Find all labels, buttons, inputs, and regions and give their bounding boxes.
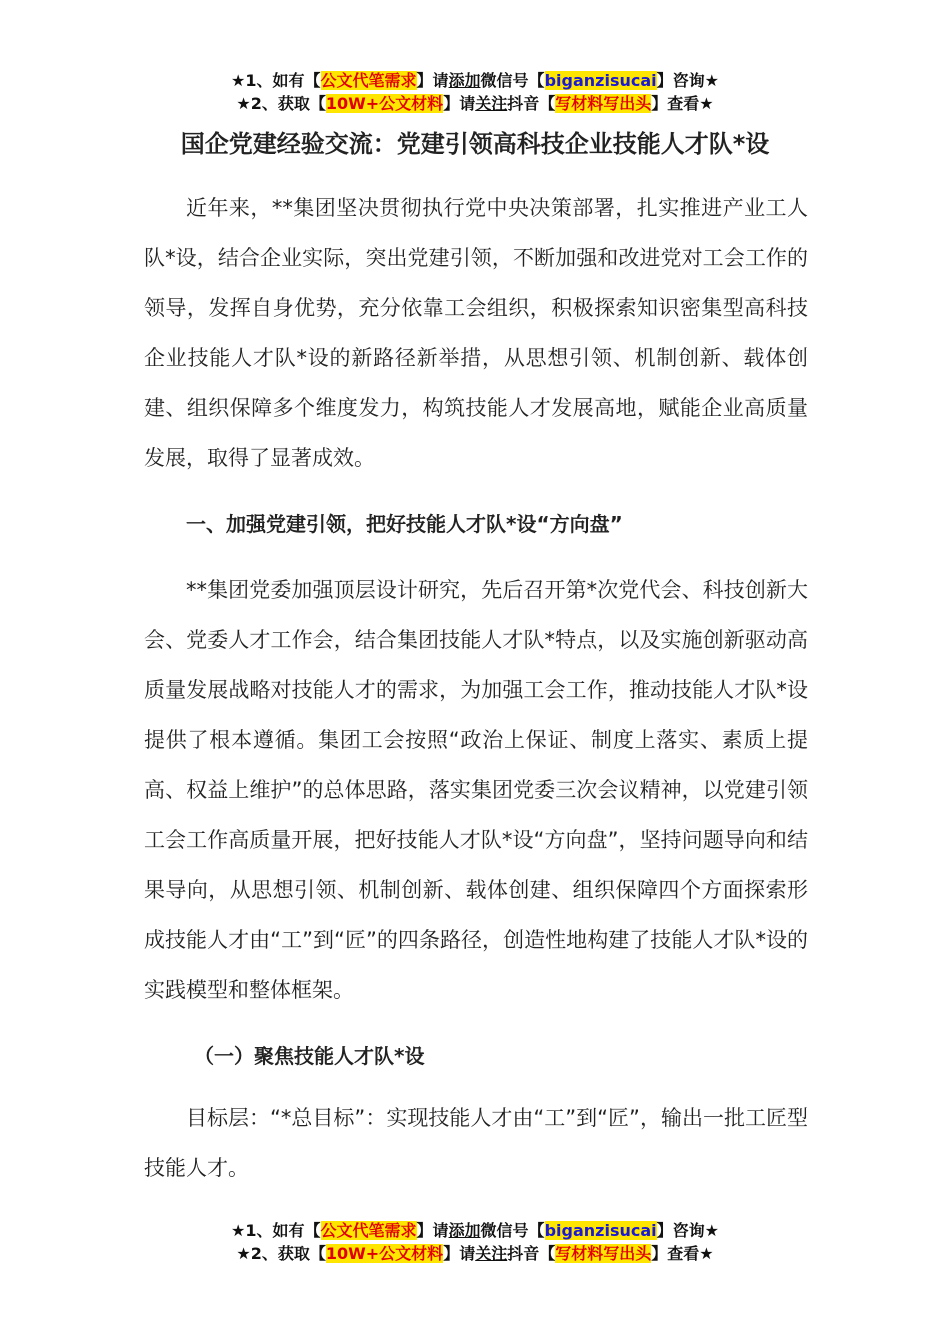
promo-text: 微信号【 [480, 71, 545, 90]
wechat-id: biganzisucai [544, 71, 657, 90]
promo-highlight: 10W+公文材料 [325, 94, 444, 113]
promo-text: 抖音【 [507, 1244, 556, 1263]
subsection-1-heading: （一）聚焦技能人才队*设 [194, 1044, 425, 1068]
document-title: 国企党建经验交流：党建引领高科技企业技能人才队*设 [180, 130, 770, 158]
subsection-1-paragraph: 目标层：“*总目标”：实现技能人才由“工”到“匠”，输出一批工匠型技能人才。 [144, 1106, 808, 1180]
promo-highlight: 10W+公文材料 [325, 1244, 444, 1263]
promo-text: ★1、如有【 [231, 1221, 321, 1240]
promo-highlight: 公文代笔需求 [320, 71, 417, 90]
section-1-heading: 一、加强党建引领，把好技能人才队*设“方向盘” [186, 512, 623, 536]
douyin-id: 写材料写出头 [555, 94, 652, 113]
intro-paragraph: 近年来，**集团坚决贯彻执行党中央决策部署，扎实推进产业工人队*设，结合企业实际，突出党建引领，不断加强和改进党对工会工作的领导，发挥自身优势，充分依靠工会组织，积极探索知识密集型高科技企业技能人才队*设的新路径新举措，从思想引领、机制创新、载体创建、组织保障多个维度发力，构筑技能人才发展高地，赋能企业高质量发展，取得了显著成效。 [144, 196, 808, 470]
promo-line-1 [0, 69, 950, 92]
promo-text: 】请 [443, 94, 476, 113]
promo-text: ★1、如有【 [231, 71, 321, 90]
promo-text: ★2、获取【 [236, 94, 326, 113]
promo-text: 抖音【 [507, 94, 556, 113]
section-1-paragraph: **集团党委加强顶层设计研究，先后召开第*次党代会、科技创新大会、党委人才工作会，结合集团技能人才队*特点，以及实施创新驱动高质量发展战略对技能人才的需求，为加强工会工作，推动技能人才队*设提供了根本遵循。集团工会按照“政治上保证、制度上落实、素质上提高、权益上维护”的总体思路，落实集团党委三次会议精神，以党建引领工会工作高质量开展，把好技能人才队*设“方向盘”，坚持问题导向和结果导向，从思想引领、机制创新、载体创建、组织保障四个方面探索形成技能人才由“工”到“匠”的四条路径，创造性地构建了技能人才队*设的实践模型和整体框架。 [144, 578, 808, 1002]
promo-text: 】请 [416, 1221, 449, 1240]
promo-text: ★2、获取【 [236, 1244, 326, 1263]
promo-line-2 [0, 92, 950, 115]
promo-underline: 关注 [475, 94, 508, 113]
promo-banner-bottom [0, 1219, 950, 1265]
promo-highlight: 公文代笔需求 [320, 1221, 417, 1240]
promo-banner-top [0, 69, 950, 115]
douyin-id: 写材料写出头 [555, 1244, 652, 1263]
promo-line-1 [0, 1219, 950, 1242]
promo-line-2 [0, 1242, 950, 1265]
promo-underline: 关注 [475, 1244, 508, 1263]
wechat-id: biganzisucai [544, 1221, 657, 1240]
promo-text: 】查看★ [651, 1244, 714, 1263]
promo-underline: 添加 [448, 1221, 481, 1240]
promo-text: 】查看★ [651, 94, 714, 113]
document-body [144, 183, 808, 1193]
promo-text: 微信号【 [480, 1221, 545, 1240]
promo-text: 】请 [416, 71, 449, 90]
promo-text: 】咨询★ [656, 71, 719, 90]
promo-text: 】请 [443, 1244, 476, 1263]
promo-underline: 添加 [448, 71, 481, 90]
promo-text: 】咨询★ [656, 1221, 719, 1240]
